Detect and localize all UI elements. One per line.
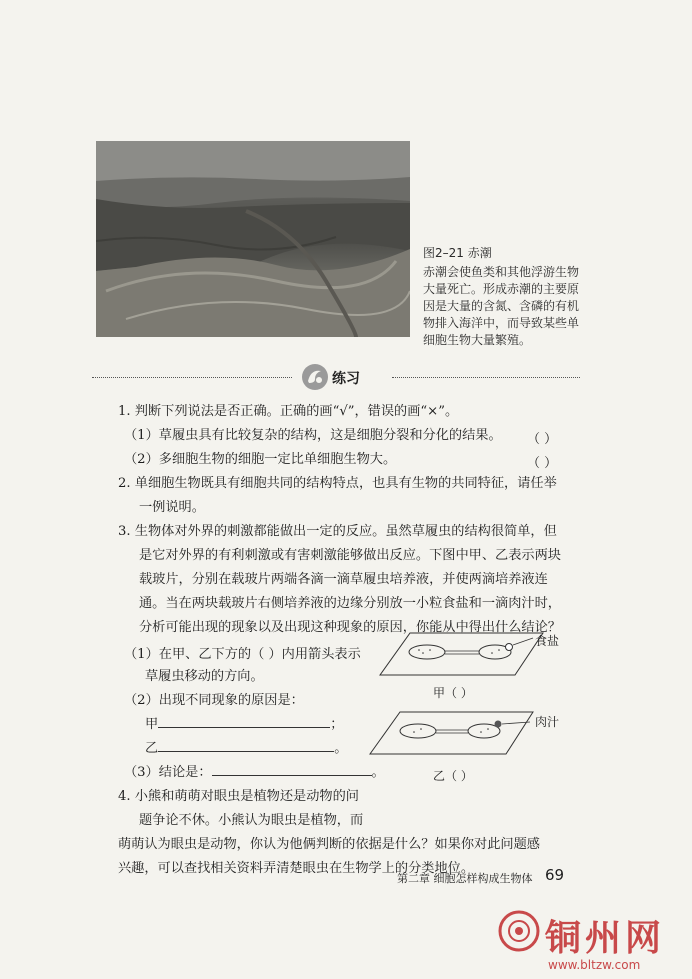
divider	[392, 377, 580, 378]
q1-stem: 1. 判断下列说法是否正确。正确的画“√”，错误的画“×”。	[118, 404, 459, 419]
q3-sub3: （3）结论是： 。	[124, 761, 385, 785]
caption-line: 赤潮会使鱼类和其他浮游生物	[423, 265, 580, 279]
q4-line: 4. 小熊和萌萌对眼虫是植物还是动物的问	[118, 789, 359, 804]
q2-line: 一例说明。	[139, 500, 205, 515]
q3-sub1: 草履虫移动的方向。	[145, 669, 264, 684]
q3-line: 3. 生物体对外界的刺激都能做出一定的反应。虽然草履虫的结构很简单，但	[118, 524, 557, 539]
answer-line-yi	[145, 737, 347, 761]
answer-blank[interactable]	[158, 713, 330, 728]
period: 。	[334, 741, 348, 756]
q4-line: 题争论不休。小熊认为眼虫是植物，而	[139, 813, 364, 828]
diagram-label-yi: 乙（ ）	[433, 769, 473, 783]
caption-line: 物排入海洋中，而导致某些单	[423, 316, 580, 330]
q3-line: 是它对外界的有利刺激或有害刺激能够做出反应。下图中甲、乙表示两块	[139, 548, 561, 563]
q3-line: 通。当在两块载玻片右侧培养液的边缘分别放一小粒食盐和一滴肉汁时，	[139, 596, 561, 611]
exercise-header	[92, 363, 580, 393]
watermark-name: 铜州网	[545, 917, 666, 959]
q3-sub2: （2）出现不同现象的原因是：	[124, 693, 304, 708]
answer-paren: （ ）	[527, 456, 558, 471]
answer-blank[interactable]	[158, 737, 334, 752]
q3-line: 分析可能出现的现象以及出现这种现象的原因，你能从中得出什么结论？	[139, 620, 561, 635]
semicolon: ；	[330, 717, 344, 732]
jia-label: 甲	[145, 717, 159, 732]
q4-line: 萌萌认为眼虫是动物，你认为他俩判断的依据是什么？如果你对此问题感	[118, 837, 540, 852]
answer-line-jia	[145, 713, 343, 737]
q2-line: 2. 单细胞生物既具有细胞共同的结构特点，也具有生物的共同特征，请任举	[118, 476, 557, 491]
caption-line: 大量死亡。形成赤潮的主要原	[423, 282, 580, 296]
q3-sub1: （1）在甲、乙下方的（ ）内用箭头表示	[124, 647, 361, 662]
divider	[92, 377, 292, 378]
answer-paren: （ ）	[527, 432, 558, 447]
salt-label: 食盐	[535, 634, 560, 648]
watermark-logo-icon	[498, 910, 540, 952]
juice-label: 肉汁	[535, 715, 560, 729]
exercise-title: 练习	[332, 371, 360, 387]
caption-line: 细胞生物大量繁殖。	[423, 333, 532, 347]
watermark-url: www.bltzw.com	[548, 958, 641, 972]
swirl-icon	[301, 363, 329, 391]
q1-item-2: （2）多细胞生物的细胞一定比单细胞生物大。	[124, 452, 397, 467]
red-tide-photo	[96, 141, 410, 337]
caption-line: 因是大量的含氮、含磷的有机	[423, 299, 580, 313]
answer-blank[interactable]	[212, 761, 372, 776]
q3-line: 载玻片，分别在载玻片两端各滴一滴草履虫培养液，并使两滴培养液连	[139, 572, 548, 587]
figure-caption	[423, 245, 583, 349]
diagram-label-jia: 甲（ ）	[433, 686, 473, 700]
chapter-footer: 第二章 细胞怎样构成生物体	[397, 872, 533, 885]
page-number: 69	[545, 866, 565, 884]
yi-label: 乙	[145, 741, 159, 756]
q1-item-1: （1）草履虫具有比较复杂的结构，这是细胞分裂和分化的结果。	[124, 428, 502, 443]
figure-title: 图2–21 赤潮	[423, 246, 492, 260]
q4-line: 兴趣，可以查找相关资料弄清楚眼虫在生物学上的分类地位。	[118, 861, 475, 876]
